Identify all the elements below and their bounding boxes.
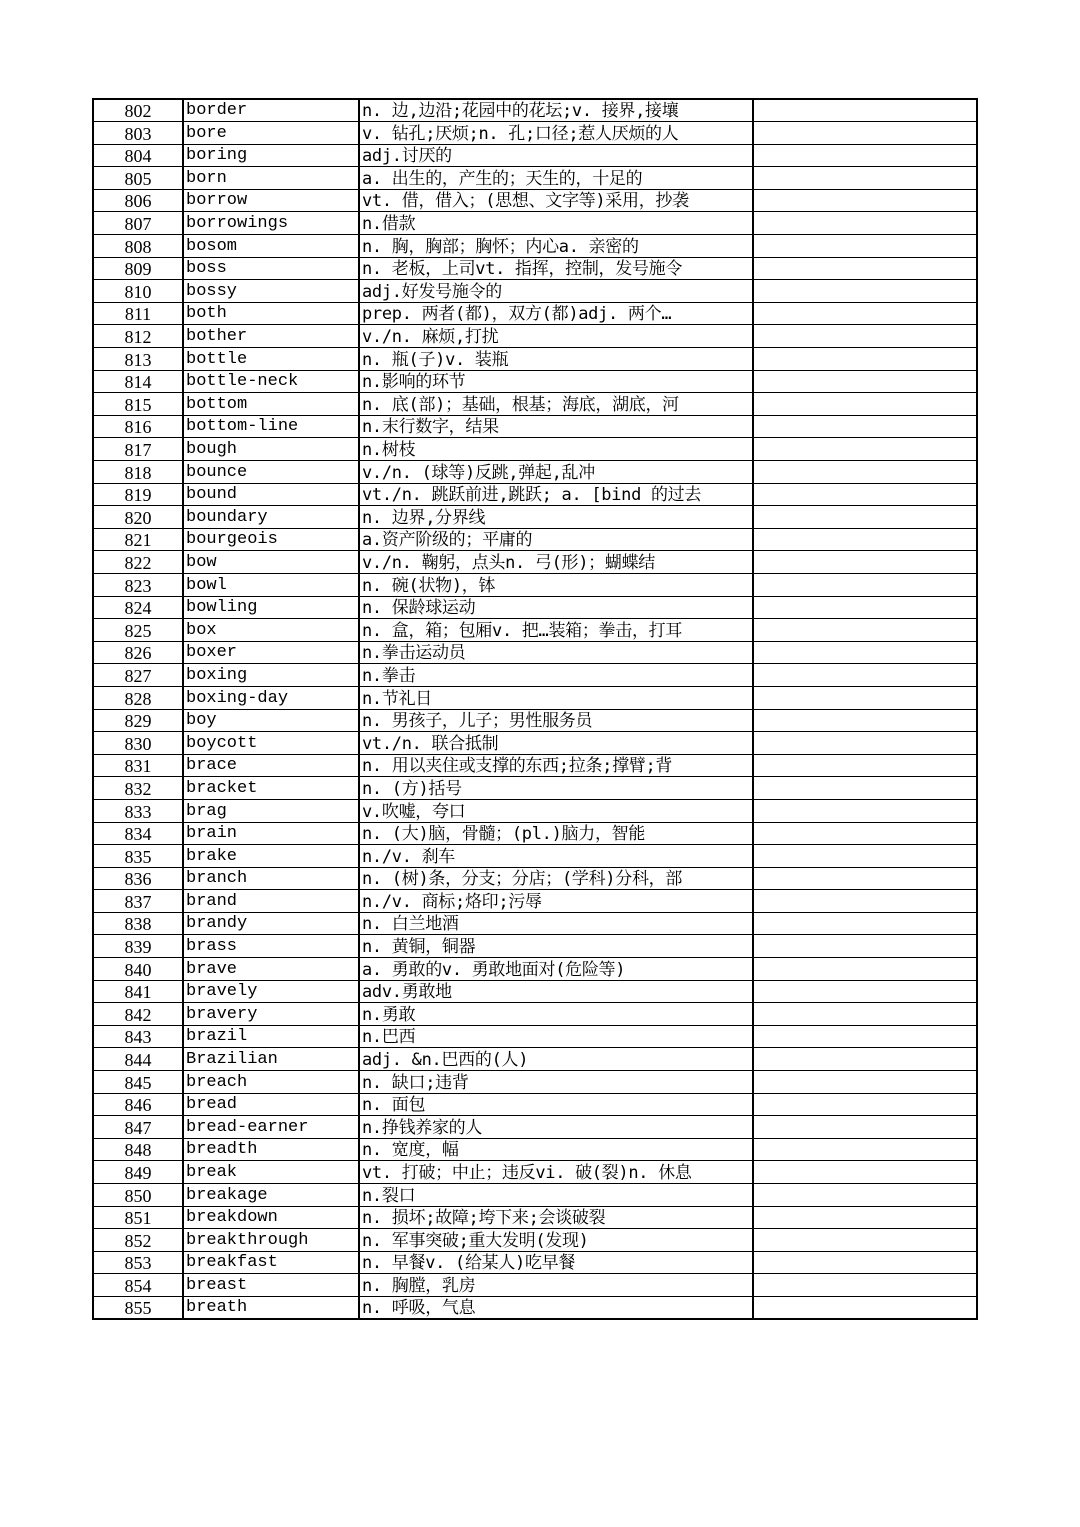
entry-word: boundary [183,506,359,529]
entry-definition: v. 钻孔;厌烦;n. 孔;口径;惹人厌烦的人 [359,122,753,145]
entry-word: bracket [183,777,359,800]
entry-word: boxing-day [183,686,359,709]
entry-definition: n.树枝 [359,438,753,461]
entry-word: bosom [183,235,359,258]
entry-word: bottom-line [183,415,359,438]
entry-number: 827 [93,664,183,687]
entry-blank-cell [753,1003,977,1026]
entry-number: 819 [93,483,183,506]
entry-number: 847 [93,1116,183,1139]
table-row [93,1138,977,1161]
entry-word: bow [183,551,359,574]
table-row [93,1184,977,1207]
entry-word: boxing [183,664,359,687]
entry-word: bottle-neck [183,370,359,393]
entry-definition: n. (树)条，分支；分店；(学科)分科，部 [359,867,753,890]
entry-number: 832 [93,777,183,800]
table-row [93,912,977,935]
entry-number: 808 [93,235,183,258]
entry-blank-cell [753,664,977,687]
entry-definition: n.拳击运动员 [359,641,753,664]
table-row [93,890,977,913]
entry-definition: n. 碗(状物)，钵 [359,573,753,596]
table-row [93,302,977,325]
entry-number: 816 [93,415,183,438]
entry-definition: n. 边界,分界线 [359,506,753,529]
table-row [93,1025,977,1048]
entry-word: brand [183,890,359,913]
entry-definition: n.勇敢 [359,1003,753,1026]
entry-definition: adj. &n.巴西的(人) [359,1048,753,1071]
vocabulary-table [92,98,978,1320]
entry-word: bore [183,122,359,145]
entry-blank-cell [753,799,977,822]
entry-blank-cell [753,1116,977,1139]
entry-definition: adj.好发号施令的 [359,280,753,303]
entry-number: 834 [93,822,183,845]
table-row [93,99,977,122]
entry-number: 839 [93,935,183,958]
entry-definition: n./v. 商标;烙印;污辱 [359,890,753,913]
entry-blank-cell [753,257,977,280]
entry-definition: adj.讨厌的 [359,144,753,167]
entry-definition: a. 勇敢的v. 勇敢地面对(危险等) [359,958,753,981]
entry-word: branch [183,867,359,890]
entry-definition: n.节礼日 [359,686,753,709]
table-row [93,935,977,958]
entry-blank-cell [753,958,977,981]
table-row [93,799,977,822]
entry-definition: n. 用以夹住或支撑的东西;拉条;撑臂;背 [359,754,753,777]
entry-word: bowl [183,573,359,596]
entry-word: brace [183,754,359,777]
table-row [93,822,977,845]
entry-word: bowling [183,596,359,619]
entry-word: boycott [183,732,359,755]
entry-definition: n. 面包 [359,1093,753,1116]
entry-definition: n. 军事突破;重大发明(发现) [359,1229,753,1252]
entry-blank-cell [753,1025,977,1048]
entry-blank-cell [753,641,977,664]
table-row [93,393,977,416]
entry-word: bottom [183,393,359,416]
entry-word: boxer [183,641,359,664]
entry-definition: n. (方)括号 [359,777,753,800]
entry-number: 844 [93,1048,183,1071]
entry-number: 850 [93,1184,183,1207]
table-row [93,641,977,664]
entry-definition: n./v. 刹车 [359,845,753,868]
entry-blank-cell [753,1161,977,1184]
entry-definition: a. 出生的，产生的；天生的，十足的 [359,167,753,190]
entry-number: 837 [93,890,183,913]
entry-blank-cell [753,732,977,755]
entry-blank-cell [753,890,977,913]
table-row [93,1274,977,1297]
entry-number: 835 [93,845,183,868]
table-row [93,1048,977,1071]
table-row [93,370,977,393]
entry-blank-cell [753,483,977,506]
entry-definition: n. (大)脑，骨髓；(pl.)脑力，智能 [359,822,753,845]
entry-number: 806 [93,189,183,212]
entry-definition: n.影响的环节 [359,370,753,393]
entry-word: border [183,99,359,122]
entry-word: bother [183,325,359,348]
table-row [93,257,977,280]
entry-blank-cell [753,189,977,212]
entry-word: bounce [183,461,359,484]
entry-number: 817 [93,438,183,461]
entry-number: 854 [93,1274,183,1297]
entry-definition: vt. 借，借入；(思想、文字等)采用，抄袭 [359,189,753,212]
table-row [93,280,977,303]
entry-definition: v./n. 麻烦,打扰 [359,325,753,348]
entry-blank-cell [753,619,977,642]
entry-blank-cell [753,167,977,190]
entry-definition: n. 瓶(子)v. 装瓶 [359,348,753,371]
entry-number: 824 [93,596,183,619]
entry-word: bourgeois [183,528,359,551]
table-row [93,438,977,461]
table-row [93,1116,977,1139]
entry-definition: vt./n. 联合抵制 [359,732,753,755]
entry-number: 810 [93,280,183,303]
table-row [93,325,977,348]
entry-definition: a.资产阶级的；平庸的 [359,528,753,551]
entry-number: 841 [93,980,183,1003]
entry-word: boss [183,257,359,280]
table-row [93,777,977,800]
entry-number: 838 [93,912,183,935]
entry-word: breast [183,1274,359,1297]
table-row [93,1296,977,1319]
table-row [93,980,977,1003]
entry-definition: n.借款 [359,212,753,235]
entry-word: breath [183,1296,359,1319]
entry-word: born [183,167,359,190]
table-row [93,167,977,190]
entry-number: 852 [93,1229,183,1252]
entry-definition: vt. 打破；中止；违反vi. 破(裂)n. 休息 [359,1161,753,1184]
entry-number: 842 [93,1003,183,1026]
entry-definition: n. 盒，箱；包厢v. 把…装箱；拳击，打耳 [359,619,753,642]
entry-word: breakthrough [183,1229,359,1252]
entry-blank-cell [753,506,977,529]
entry-blank-cell [753,99,977,122]
entry-definition: vt./n. 跳跃前进,跳跃; a. [bind 的过去 [359,483,753,506]
entry-number: 809 [93,257,183,280]
table-row [93,415,977,438]
entry-definition: n.挣钱养家的人 [359,1116,753,1139]
table-row [93,596,977,619]
table-row [93,235,977,258]
entry-word: bravely [183,980,359,1003]
entry-blank-cell [753,754,977,777]
entry-number: 812 [93,325,183,348]
entry-number: 814 [93,370,183,393]
entry-definition: n. 黄铜，铜器 [359,935,753,958]
entry-blank-cell [753,348,977,371]
table-row [93,664,977,687]
entry-word: breadth [183,1138,359,1161]
entry-blank-cell [753,370,977,393]
table-row [93,686,977,709]
entry-word: brain [183,822,359,845]
entry-definition: n. 胸，胸部；胸怀；内心a. 亲密的 [359,235,753,258]
entry-number: 802 [93,99,183,122]
entry-number: 804 [93,144,183,167]
entry-blank-cell [753,415,977,438]
entry-definition: n.末行数字，结果 [359,415,753,438]
table-row [93,528,977,551]
table-row [93,144,977,167]
entry-definition: n. 男孩子，儿子；男性服务员 [359,709,753,732]
entry-blank-cell [753,1184,977,1207]
entry-definition: adv.勇敢地 [359,980,753,1003]
entry-number: 821 [93,528,183,551]
entry-number: 836 [93,867,183,890]
entry-blank-cell [753,144,977,167]
entry-number: 818 [93,461,183,484]
entry-blank-cell [753,461,977,484]
table-row [93,1229,977,1252]
entry-definition: n.巴西 [359,1025,753,1048]
entry-blank-cell [753,302,977,325]
table-row [93,1161,977,1184]
table-row [93,845,977,868]
entry-number: 828 [93,686,183,709]
table-row [93,709,977,732]
entry-number: 840 [93,958,183,981]
table-row [93,506,977,529]
entry-word: breach [183,1071,359,1094]
table-row [93,1071,977,1094]
entry-number: 825 [93,619,183,642]
entry-blank-cell [753,867,977,890]
entry-definition: n. 早餐v. (给某人)吃早餐 [359,1251,753,1274]
table-row [93,1206,977,1229]
table-row [93,1003,977,1026]
entry-blank-cell [753,1274,977,1297]
entry-word: boring [183,144,359,167]
entry-word: bough [183,438,359,461]
entry-definition: v./n. 鞠躬，点头n. 弓(形)；蝴蝶结 [359,551,753,574]
entry-blank-cell [753,1251,977,1274]
entry-word: bravery [183,1003,359,1026]
table-row [93,551,977,574]
entry-word: brazil [183,1025,359,1048]
entry-word: Brazilian [183,1048,359,1071]
entry-blank-cell [753,912,977,935]
entry-definition: v./n. (球等)反跳,弹起,乱冲 [359,461,753,484]
entry-number: 811 [93,302,183,325]
entry-number: 805 [93,167,183,190]
entry-number: 815 [93,393,183,416]
entry-definition: prep. 两者(都)，双方(都)adj. 两个… [359,302,753,325]
entry-word: borrowings [183,212,359,235]
entry-blank-cell [753,573,977,596]
entry-blank-cell [753,1071,977,1094]
entry-blank-cell [753,122,977,145]
entry-blank-cell [753,777,977,800]
entry-word: brake [183,845,359,868]
entry-definition: n. 老板，上司vt. 指挥，控制，发号施令 [359,257,753,280]
entry-definition: n. 边,边沿;花园中的花坛;v. 接界,接壤 [359,99,753,122]
entry-definition: n. 底(部)；基础，根基；海底，湖底，河 [359,393,753,416]
entry-word: bread-earner [183,1116,359,1139]
entry-blank-cell [753,393,977,416]
table-row [93,122,977,145]
entry-definition: n.拳击 [359,664,753,687]
entry-blank-cell [753,438,977,461]
entry-blank-cell [753,1296,977,1319]
entry-blank-cell [753,980,977,1003]
table-row [93,483,977,506]
entry-blank-cell [753,935,977,958]
entry-word: brass [183,935,359,958]
entry-number: 829 [93,709,183,732]
entry-blank-cell [753,551,977,574]
entry-word: brandy [183,912,359,935]
entry-word: break [183,1161,359,1184]
entry-blank-cell [753,1138,977,1161]
entry-word: bossy [183,280,359,303]
entry-blank-cell [753,325,977,348]
entry-blank-cell [753,280,977,303]
entry-word: bottle [183,348,359,371]
entry-word: breakfast [183,1251,359,1274]
entry-definition: n. 保龄球运动 [359,596,753,619]
table-row [93,754,977,777]
entry-word: bound [183,483,359,506]
entry-number: 853 [93,1251,183,1274]
table-row [93,619,977,642]
entry-blank-cell [753,845,977,868]
entry-number: 820 [93,506,183,529]
entry-number: 813 [93,348,183,371]
entry-number: 807 [93,212,183,235]
table-row [93,732,977,755]
entry-blank-cell [753,596,977,619]
entry-number: 833 [93,799,183,822]
table-row [93,1251,977,1274]
entry-blank-cell [753,709,977,732]
entry-definition: n. 缺口;违背 [359,1071,753,1094]
entry-blank-cell [753,235,977,258]
table-row [93,958,977,981]
entry-blank-cell [753,1206,977,1229]
entry-blank-cell [753,1093,977,1116]
entry-number: 823 [93,573,183,596]
entry-definition: n. 呼吸，气息 [359,1296,753,1319]
entry-blank-cell [753,822,977,845]
entry-word: borrow [183,189,359,212]
entry-word: box [183,619,359,642]
entry-word: brag [183,799,359,822]
entry-blank-cell [753,212,977,235]
entry-number: 822 [93,551,183,574]
entry-number: 848 [93,1138,183,1161]
entry-number: 846 [93,1093,183,1116]
entry-definition: n. 损坏;故障;垮下来;会谈破裂 [359,1206,753,1229]
entry-word: bread [183,1093,359,1116]
table-row [93,1093,977,1116]
table-row [93,212,977,235]
entry-number: 855 [93,1296,183,1319]
entry-blank-cell [753,528,977,551]
entry-number: 830 [93,732,183,755]
entry-number: 849 [93,1161,183,1184]
entry-definition: n. 宽度，幅 [359,1138,753,1161]
entry-number: 831 [93,754,183,777]
entry-number: 845 [93,1071,183,1094]
table-row [93,189,977,212]
entry-number: 826 [93,641,183,664]
entry-blank-cell [753,686,977,709]
entry-definition: n. 白兰地酒 [359,912,753,935]
entry-word: breakage [183,1184,359,1207]
entry-definition: v.吹嘘，夸口 [359,799,753,822]
entry-definition: n.裂口 [359,1184,753,1207]
entry-word: breakdown [183,1206,359,1229]
entry-number: 803 [93,122,183,145]
table-row [93,461,977,484]
vocabulary-table-body [93,99,977,1319]
entry-blank-cell [753,1048,977,1071]
entry-word: brave [183,958,359,981]
entry-number: 851 [93,1206,183,1229]
entry-definition: n. 胸膛，乳房 [359,1274,753,1297]
entry-blank-cell [753,1229,977,1252]
entry-word: boy [183,709,359,732]
entry-word: both [183,302,359,325]
entry-number: 843 [93,1025,183,1048]
table-row [93,867,977,890]
table-row [93,348,977,371]
table-row [93,573,977,596]
